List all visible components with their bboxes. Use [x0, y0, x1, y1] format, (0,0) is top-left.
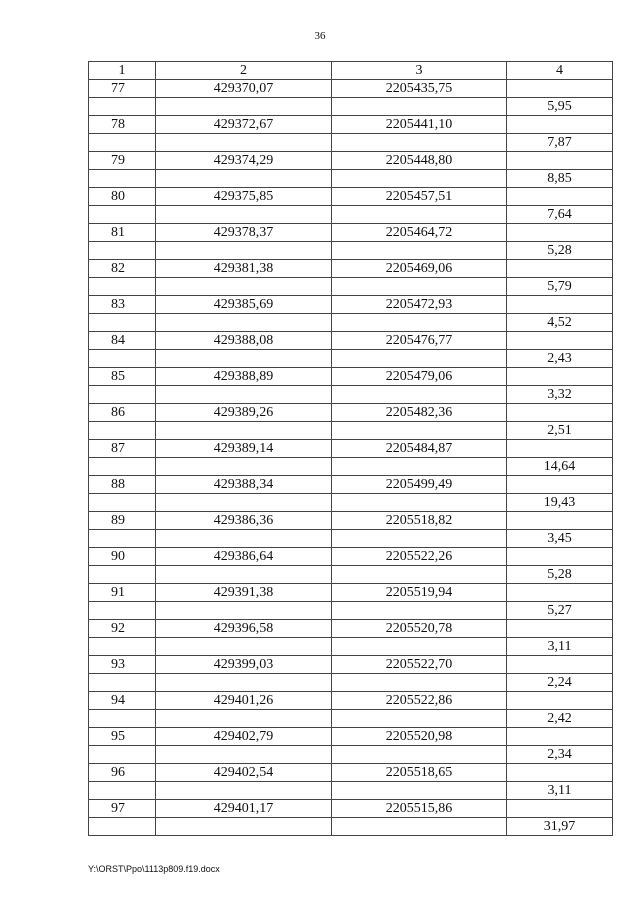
table-row [89, 674, 613, 692]
y-coordinate-cell: 2205499,49 [332, 476, 507, 494]
empty-cell [89, 350, 156, 368]
empty-cell [89, 494, 156, 512]
table-row [89, 80, 613, 98]
x-coordinate-cell: 429385,69 [156, 296, 332, 314]
table-row [89, 512, 613, 530]
x-coordinate-cell: 429372,67 [156, 116, 332, 134]
y-coordinate-cell: 2205522,70 [332, 656, 507, 674]
empty-cell [332, 638, 507, 656]
empty-cell [156, 242, 332, 260]
empty-cell [507, 512, 613, 530]
empty-cell [507, 296, 613, 314]
empty-cell [89, 566, 156, 584]
distance-cell: 5,79 [507, 278, 613, 296]
empty-cell [507, 80, 613, 98]
y-coordinate-cell: 2205464,72 [332, 224, 507, 242]
empty-cell [89, 170, 156, 188]
table-row [89, 782, 613, 800]
table-row [89, 224, 613, 242]
empty-cell [89, 422, 156, 440]
empty-cell [507, 764, 613, 782]
table-row [89, 404, 613, 422]
y-coordinate-cell: 2205448,80 [332, 152, 507, 170]
table-row [89, 494, 613, 512]
table-row [89, 638, 613, 656]
empty-cell [507, 404, 613, 422]
empty-cell [156, 530, 332, 548]
y-coordinate-cell: 2205479,06 [332, 368, 507, 386]
distance-cell: 5,28 [507, 242, 613, 260]
point-number-cell: 82 [89, 260, 156, 278]
point-number-cell: 92 [89, 620, 156, 638]
empty-cell [156, 782, 332, 800]
x-coordinate-cell: 429375,85 [156, 188, 332, 206]
table-row [89, 314, 613, 332]
point-number-cell: 77 [89, 80, 156, 98]
table-row [89, 350, 613, 368]
empty-cell [89, 638, 156, 656]
empty-cell [89, 134, 156, 152]
x-coordinate-cell: 429388,08 [156, 332, 332, 350]
x-coordinate-cell: 429374,29 [156, 152, 332, 170]
column-header-4: 4 [507, 62, 613, 80]
point-number-cell: 80 [89, 188, 156, 206]
empty-cell [156, 566, 332, 584]
distance-cell: 5,95 [507, 98, 613, 116]
x-coordinate-cell: 429378,37 [156, 224, 332, 242]
empty-cell [89, 242, 156, 260]
empty-cell [332, 458, 507, 476]
distance-cell: 3,45 [507, 530, 613, 548]
table-row [89, 602, 613, 620]
point-number-cell: 93 [89, 656, 156, 674]
y-coordinate-cell: 2205482,36 [332, 404, 507, 422]
x-coordinate-cell: 429388,89 [156, 368, 332, 386]
table-row [89, 296, 613, 314]
point-number-cell: 88 [89, 476, 156, 494]
distance-cell: 3,11 [507, 638, 613, 656]
distance-cell: 14,64 [507, 458, 613, 476]
table-row [89, 368, 613, 386]
empty-cell [156, 422, 332, 440]
empty-cell [507, 368, 613, 386]
table-row [89, 206, 613, 224]
point-number-cell: 90 [89, 548, 156, 566]
empty-cell [332, 350, 507, 368]
distance-cell: 7,64 [507, 206, 613, 224]
distance-cell: 5,27 [507, 602, 613, 620]
table-row [89, 584, 613, 602]
empty-cell [89, 710, 156, 728]
table-row [89, 530, 613, 548]
table-row [89, 134, 613, 152]
point-number-cell: 81 [89, 224, 156, 242]
point-number-cell: 83 [89, 296, 156, 314]
table-row [89, 278, 613, 296]
table-row [89, 332, 613, 350]
empty-cell [332, 494, 507, 512]
table-row [89, 116, 613, 134]
empty-cell [156, 314, 332, 332]
point-number-cell: 94 [89, 692, 156, 710]
empty-cell [89, 314, 156, 332]
y-coordinate-cell: 2205519,94 [332, 584, 507, 602]
empty-cell [507, 728, 613, 746]
empty-cell [332, 278, 507, 296]
distance-cell: 4,52 [507, 314, 613, 332]
table-row [89, 440, 613, 458]
point-number-cell: 89 [89, 512, 156, 530]
x-coordinate-cell: 429370,07 [156, 80, 332, 98]
table-header-row [89, 62, 613, 80]
table-row [89, 458, 613, 476]
distance-cell: 3,11 [507, 782, 613, 800]
empty-cell [89, 818, 156, 836]
table-row [89, 692, 613, 710]
y-coordinate-cell: 2205522,86 [332, 692, 507, 710]
y-coordinate-cell: 2205469,06 [332, 260, 507, 278]
empty-cell [332, 170, 507, 188]
y-coordinate-cell: 2205435,75 [332, 80, 507, 98]
x-coordinate-cell: 429402,79 [156, 728, 332, 746]
distance-cell: 7,87 [507, 134, 613, 152]
empty-cell [156, 710, 332, 728]
empty-cell [332, 746, 507, 764]
empty-cell [156, 818, 332, 836]
distance-cell: 8,85 [507, 170, 613, 188]
empty-cell [156, 278, 332, 296]
table-row [89, 170, 613, 188]
distance-cell: 2,34 [507, 746, 613, 764]
point-number-cell: 85 [89, 368, 156, 386]
empty-cell [332, 818, 507, 836]
y-coordinate-cell: 2205520,78 [332, 620, 507, 638]
empty-cell [89, 746, 156, 764]
page-number: 36 [314, 30, 326, 42]
empty-cell [507, 620, 613, 638]
empty-cell [156, 602, 332, 620]
empty-cell [89, 278, 156, 296]
empty-cell [507, 332, 613, 350]
empty-cell [507, 656, 613, 674]
distance-cell: 2,51 [507, 422, 613, 440]
table-body [89, 80, 613, 836]
point-number-cell: 78 [89, 116, 156, 134]
empty-cell [332, 386, 507, 404]
table-row [89, 800, 613, 818]
y-coordinate-cell: 2205472,93 [332, 296, 507, 314]
column-header-2: 2 [156, 62, 332, 80]
empty-cell [507, 260, 613, 278]
empty-cell [507, 692, 613, 710]
table-row [89, 386, 613, 404]
x-coordinate-cell: 429401,17 [156, 800, 332, 818]
empty-cell [332, 674, 507, 692]
table-row [89, 422, 613, 440]
table-row [89, 260, 613, 278]
table-row [89, 566, 613, 584]
empty-cell [89, 530, 156, 548]
empty-cell [156, 350, 332, 368]
table-row [89, 710, 613, 728]
x-coordinate-cell: 429381,38 [156, 260, 332, 278]
table-row [89, 746, 613, 764]
empty-cell [332, 98, 507, 116]
x-coordinate-cell: 429389,26 [156, 404, 332, 422]
empty-cell [156, 458, 332, 476]
empty-cell [89, 458, 156, 476]
empty-cell [507, 152, 613, 170]
y-coordinate-cell: 2205520,98 [332, 728, 507, 746]
x-coordinate-cell: 429399,03 [156, 656, 332, 674]
empty-cell [156, 386, 332, 404]
empty-cell [89, 782, 156, 800]
empty-cell [507, 440, 613, 458]
distance-cell: 19,43 [507, 494, 613, 512]
empty-cell [507, 116, 613, 134]
y-coordinate-cell: 2205476,77 [332, 332, 507, 350]
empty-cell [332, 242, 507, 260]
point-number-cell: 97 [89, 800, 156, 818]
empty-cell [507, 584, 613, 602]
x-coordinate-cell: 429388,34 [156, 476, 332, 494]
empty-cell [332, 602, 507, 620]
point-number-cell: 86 [89, 404, 156, 422]
y-coordinate-cell: 2205522,26 [332, 548, 507, 566]
y-coordinate-cell: 2205518,82 [332, 512, 507, 530]
point-number-cell: 95 [89, 728, 156, 746]
empty-cell [332, 206, 507, 224]
empty-cell [332, 314, 507, 332]
empty-cell [332, 422, 507, 440]
point-number-cell: 87 [89, 440, 156, 458]
distance-cell: 3,32 [507, 386, 613, 404]
empty-cell [89, 98, 156, 116]
empty-cell [332, 530, 507, 548]
distance-cell: 2,43 [507, 350, 613, 368]
distance-cell: 2,42 [507, 710, 613, 728]
empty-cell [332, 782, 507, 800]
x-coordinate-cell: 429401,26 [156, 692, 332, 710]
x-coordinate-cell: 429389,14 [156, 440, 332, 458]
column-header-3: 3 [332, 62, 507, 80]
empty-cell [156, 674, 332, 692]
empty-cell [156, 494, 332, 512]
distance-cell: 5,28 [507, 566, 613, 584]
distance-cell: 2,24 [507, 674, 613, 692]
table-row [89, 548, 613, 566]
empty-cell [156, 134, 332, 152]
y-coordinate-cell: 2205515,86 [332, 800, 507, 818]
empty-cell [156, 98, 332, 116]
point-number-cell: 96 [89, 764, 156, 782]
table-row [89, 152, 613, 170]
table-row [89, 764, 613, 782]
table-row [89, 656, 613, 674]
empty-cell [507, 476, 613, 494]
table-row [89, 620, 613, 638]
point-number-cell: 79 [89, 152, 156, 170]
empty-cell [332, 134, 507, 152]
table-row [89, 98, 613, 116]
x-coordinate-cell: 429391,38 [156, 584, 332, 602]
point-number-cell: 91 [89, 584, 156, 602]
empty-cell [89, 386, 156, 404]
empty-cell [156, 170, 332, 188]
x-coordinate-cell: 429386,64 [156, 548, 332, 566]
empty-cell [156, 746, 332, 764]
y-coordinate-cell: 2205441,10 [332, 116, 507, 134]
empty-cell [507, 800, 613, 818]
y-coordinate-cell: 2205484,87 [332, 440, 507, 458]
table-row [89, 476, 613, 494]
empty-cell [332, 566, 507, 584]
empty-cell [507, 224, 613, 242]
empty-cell [156, 206, 332, 224]
table-row [89, 728, 613, 746]
empty-cell [89, 674, 156, 692]
empty-cell [156, 638, 332, 656]
coordinates-table [88, 61, 613, 836]
x-coordinate-cell: 429386,36 [156, 512, 332, 530]
y-coordinate-cell: 2205518,65 [332, 764, 507, 782]
empty-cell [507, 188, 613, 206]
point-number-cell: 84 [89, 332, 156, 350]
empty-cell [89, 602, 156, 620]
table-row [89, 818, 613, 836]
x-coordinate-cell: 429396,58 [156, 620, 332, 638]
x-coordinate-cell: 429402,54 [156, 764, 332, 782]
y-coordinate-cell: 2205457,51 [332, 188, 507, 206]
footer-file-path: Y:\ORST\Ppo\1113p809.f19.docx [88, 864, 220, 874]
column-header-1: 1 [89, 62, 156, 80]
distance-cell: 31,97 [507, 818, 613, 836]
table-row [89, 242, 613, 260]
empty-cell [332, 710, 507, 728]
empty-cell [507, 548, 613, 566]
table-row [89, 188, 613, 206]
empty-cell [89, 206, 156, 224]
